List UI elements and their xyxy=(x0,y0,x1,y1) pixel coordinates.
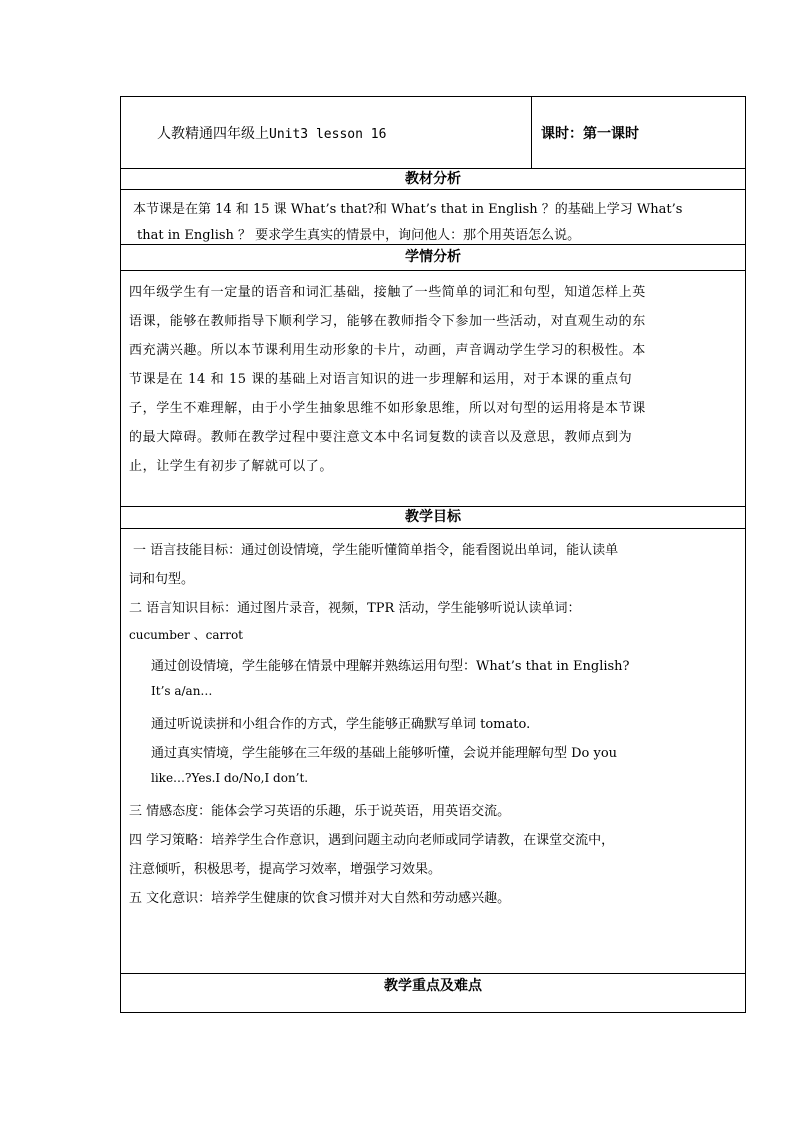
title-row xyxy=(121,97,745,168)
title-cell xyxy=(121,97,532,168)
objective-line-6: It’s a/an… xyxy=(151,684,213,698)
keypoints-content xyxy=(121,999,745,1013)
objectives-content xyxy=(121,528,745,973)
learner-line-5: 子，学生不难理解，由于小学生抽象思维不如形象思维，所以对句型的运用将是本节课 xyxy=(129,401,646,416)
objective-line-1: 一 语言技能目标：通过创设情境，学生能听懂简单指令，能看图说出单词，能认读单 xyxy=(133,543,619,558)
objective-line-5: 通过创设情境，学生能够在情景中理解并熟练运用句型：What’s that in English? xyxy=(151,659,630,674)
objective-line-4: cucumber 、carrot xyxy=(129,628,244,642)
objective-line-8: 通过真实情境，学生能够在三年级的基础上能够听懂，会说并能理解句型 Do you xyxy=(151,746,618,761)
lesson-title-en: Unit3 lesson 16 xyxy=(269,127,387,142)
learner-line-7: 止，让学生有初步了解就可以了。 xyxy=(129,459,334,474)
learner-content xyxy=(121,270,745,506)
objective-line-13: 五 文化意识：培养学生健康的饮食习惯并对大自然和劳动感兴趣。 xyxy=(129,891,511,906)
material-line-2: that in English ？ 要求学生真实的情景中，询问他人：那个用英语怎么说。 xyxy=(137,228,581,243)
lesson-title-cn: 人教精通四年级上 xyxy=(157,126,269,142)
objective-line-10: 三 情感态度：能体会学习英语的乐趣，乐于说英语，用英语交流。 xyxy=(129,804,511,819)
objective-line-9: like…?Yes.I do/No,I don’t. xyxy=(151,771,309,785)
lesson-plan-table xyxy=(120,96,746,1013)
material-line-1: 本节课是在第 14 和 15 课 What’s that?和 What’s that in English ？的基础上学习 What’s xyxy=(133,202,683,217)
section-heading-keypoints: 教学重点及难点 xyxy=(121,973,745,999)
learner-line-6: 的最大障碍。教师在教学过程中要注意文本中名词复数的读音以及意思，教师点到为 xyxy=(129,430,633,445)
lesson-title xyxy=(157,123,386,143)
learner-line-3: 西充满兴趣。所以本节课利用生动形象的卡片，动画，声音调动学生学习的积极性。本 xyxy=(129,343,646,358)
material-content xyxy=(121,189,745,244)
section-heading-objectives: 教学目标 xyxy=(121,506,745,528)
objective-line-3: 二 语言知识目标：通过图片录音，视频，TPR 活动，学生能够听说认读单词： xyxy=(129,601,581,616)
learner-line-4: 节课是在 14 和 15 课的基础上对语言知识的进一步理解和运用，对于本课的重点句 xyxy=(129,372,633,387)
objective-line-7: 通过听说读拼和小组合作的方式，学生能够正确默写单词 tomato. xyxy=(151,717,531,732)
objective-line-2: 词和句型。 xyxy=(129,572,195,587)
learner-line-2: 语课，能够在教师指导下顺利学习，能够在教师指令下参加一些活动，对直观生动的东 xyxy=(129,314,646,329)
learner-line-1: 四年级学生有一定量的语音和词汇基础，接触了一些简单的词汇和句型，知道怎样上英 xyxy=(129,285,646,300)
objective-line-12: 注意倾听，积极思考，提高学习效率，增强学习效果。 xyxy=(129,862,442,877)
objective-line-11: 四 学习策略：培养学生合作意识，遇到问题主动向老师或同学请教，在课堂交流中， xyxy=(129,833,615,848)
lesson-period: 课时：第一课时 xyxy=(541,126,639,142)
section-heading-learner: 学情分析 xyxy=(121,244,745,270)
section-heading-material: 教材分析 xyxy=(121,168,745,189)
